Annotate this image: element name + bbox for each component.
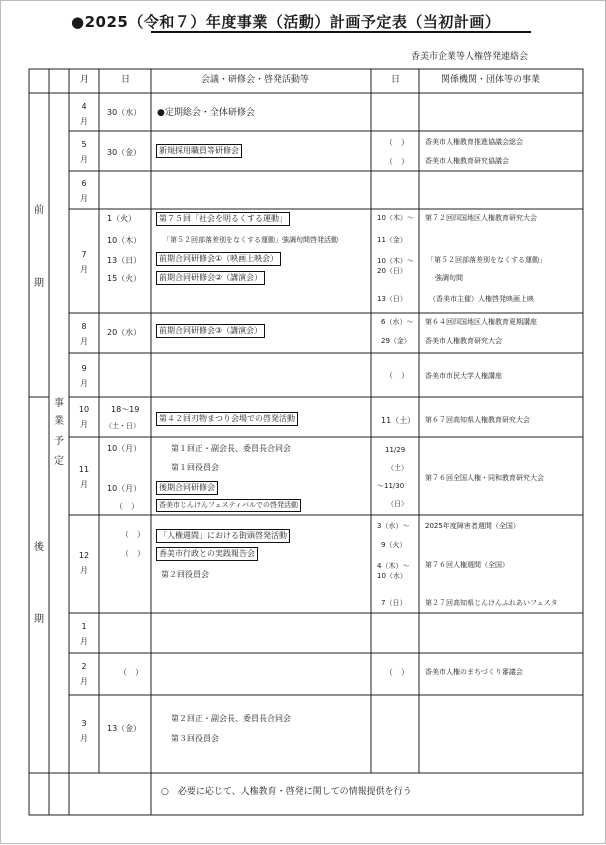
related-7-2: 「第５２回部落差別をなくする運動」 (427, 256, 546, 264)
activity-11-3: 後期合同研修会 (156, 481, 218, 495)
organization-name: 香美市企業等人権啓発連絡会 (411, 52, 529, 62)
day-7-3: 13（日） (107, 256, 142, 265)
activity-7-2: 「第５２回部落差別をなくする運動」強調旬間啓発活動 (163, 236, 338, 244)
related-12-1: 2025年度障害者週間（全国） (425, 522, 520, 530)
day2-11-1: 11/29 (385, 446, 406, 454)
activity-7-3: 前期合同研修会①（映画上映会） (156, 252, 281, 266)
day-4-1: 30（水） (107, 108, 142, 117)
planned-label-3: 予 (54, 436, 64, 447)
related-8-2: 香美市人権教育研究大会 (425, 337, 502, 345)
day2-12-3: 4（木）～10（水） (377, 562, 410, 580)
day-7-1: 1（火） (107, 214, 137, 223)
activity-11-4: 香美市じんけんフェスティバルでの啓発活動 (156, 499, 301, 512)
day-12-2: （ ） (121, 549, 145, 558)
day2-7-1: 10（木）～ (377, 214, 414, 222)
day2-5-1: （ ） (385, 138, 409, 147)
planned-label-4: 定 (54, 456, 64, 467)
day2-11-2: （土） (387, 464, 408, 472)
header-month: 月 (80, 75, 90, 85)
day-7-4: 15（火） (107, 274, 142, 283)
day2-12-2: 9（火） (381, 541, 407, 549)
day-8-1: 20（水） (107, 328, 142, 337)
day-10-2: （土・日） (105, 422, 140, 430)
related-7-4: （香美市主催）人権啓発映画上映 (429, 295, 534, 303)
day2-8-1: 6（水）～ (381, 318, 414, 326)
activity-3-2: 第３回役員会 (171, 734, 219, 743)
activity-3-1: 第２回正・副会長、委員長合同会 (171, 714, 291, 723)
activity-7-1: 第７５回「社会を明るくする運動」 (156, 212, 290, 226)
day-11-3: （ ） (115, 502, 139, 511)
activity-11-2: 第１回役員会 (171, 463, 219, 472)
day2-12-1: 3（水）～ (377, 522, 410, 530)
month-label-10: 10 月 (78, 405, 90, 430)
month-label-1: 1 月 (80, 622, 88, 647)
activity-12-1: 「人権週間」における街頭啓発活動 (156, 529, 290, 543)
month-label-12: 12 月 (78, 551, 90, 576)
day-11-1: 10（月） (107, 444, 142, 453)
day-7-2: 10（木） (107, 236, 142, 245)
header-day: 日 (121, 75, 131, 85)
day-10-1: 18～19 (111, 405, 140, 414)
month-label-5: 5 月 (80, 140, 88, 165)
page-title: ●2025（令和７）年度事業（活動）計画予定表（当初計画） (71, 11, 541, 33)
related-5-1: 香美市人権教育推進協議会総会 (425, 138, 523, 146)
activity-12-2: 香美市行政との実践報告会 (156, 547, 258, 561)
related-7-3: 強調旬間 (435, 274, 463, 282)
day2-7-2: 11（金） (377, 236, 407, 244)
period-label-first-1: 前 (34, 205, 44, 216)
related-11-1: 第７６回全国人権・同和教育研究大会 (425, 474, 544, 482)
month-label-8: 8 月 (80, 322, 88, 347)
related-9-1: 香美市市民大学人権講座 (425, 372, 502, 380)
day-5-1: 30（金） (107, 148, 142, 157)
related-8-1: 第６４回四国地区人権教育夏期講座 (425, 318, 537, 326)
related-12-3: 第２７回高知県じんけんふれあいフェスタ (425, 599, 558, 607)
header-related: 関係機関・団体等の事業 (441, 75, 541, 85)
period-label-first-2: 期 (34, 278, 44, 289)
month-label-2: 2 月 (80, 662, 88, 687)
period-label-latter-1: 後 (34, 542, 44, 553)
related-5-2: 香美市人権教育研究協議会 (425, 157, 509, 165)
day2-7-3: 10（木）～20（日） (377, 257, 414, 275)
day2-5-2: （ ） (385, 157, 409, 166)
activity-10-1: 第４２回刃物まつり会場での啓発活動 (156, 412, 298, 426)
day-3-1: 13（金） (107, 724, 142, 733)
activity-7-4: 前期合同研修会②（講演会） (156, 271, 265, 285)
day-2-1: （ ） (119, 668, 143, 677)
day2-8-2: 29（金） (381, 337, 411, 345)
related-10-1: 第６７回高知県人権教育研究大会 (425, 416, 530, 424)
month-label-11: 11 月 (78, 465, 90, 490)
day2-2-1: （ ） (385, 668, 409, 677)
related-2-1: 香美市人権のまちづくり審議会 (425, 668, 523, 676)
day-11-2: 10（月） (107, 484, 142, 493)
footer-note: ○ 必要に応じて、人権教育・啓発に関しての情報提供を行う (161, 787, 412, 797)
related-12-2: 第７６回人権週間（全国） (425, 561, 509, 569)
day2-11-4: （日） (387, 500, 408, 508)
period-label-latter-2: 期 (34, 614, 44, 625)
header-activities: 会議・研修会・啓発活動等 (201, 75, 310, 85)
header-day2: 日 (391, 75, 401, 85)
month-label-7: 7 月 (80, 250, 88, 275)
activity-11-1: 第１回正・副会長、委員長合同会 (171, 444, 291, 453)
day2-10-1: 11（土） (381, 416, 416, 425)
month-label-9: 9 月 (80, 364, 88, 389)
day2-11-3: ～11/30 (377, 482, 405, 490)
day-12-1: （ ） (121, 530, 145, 539)
planned-label-2: 業 (54, 416, 64, 427)
activity-8-1: 前期合同研修会③（講演会） (156, 324, 265, 338)
activity-12-3: 第２回役員会 (161, 570, 209, 579)
month-label-6: 6 月 (80, 179, 88, 204)
day2-7-4: 13（日） (377, 295, 407, 303)
day2-9-1: （ ） (385, 371, 409, 380)
month-label-3: 3 月 (80, 719, 88, 744)
day2-12-4: 7（日） (381, 599, 407, 607)
month-label-4: 4 月 (80, 102, 88, 127)
related-7-1: 第７２回四国地区人権教育研究大会 (425, 214, 537, 222)
table-border (29, 69, 583, 815)
planned-label-1: 事 (54, 398, 64, 409)
activity-5-1: 新規採用職員等研修会 (156, 144, 242, 158)
activity-4-1: ●定期総会・全体研修会 (157, 108, 255, 118)
